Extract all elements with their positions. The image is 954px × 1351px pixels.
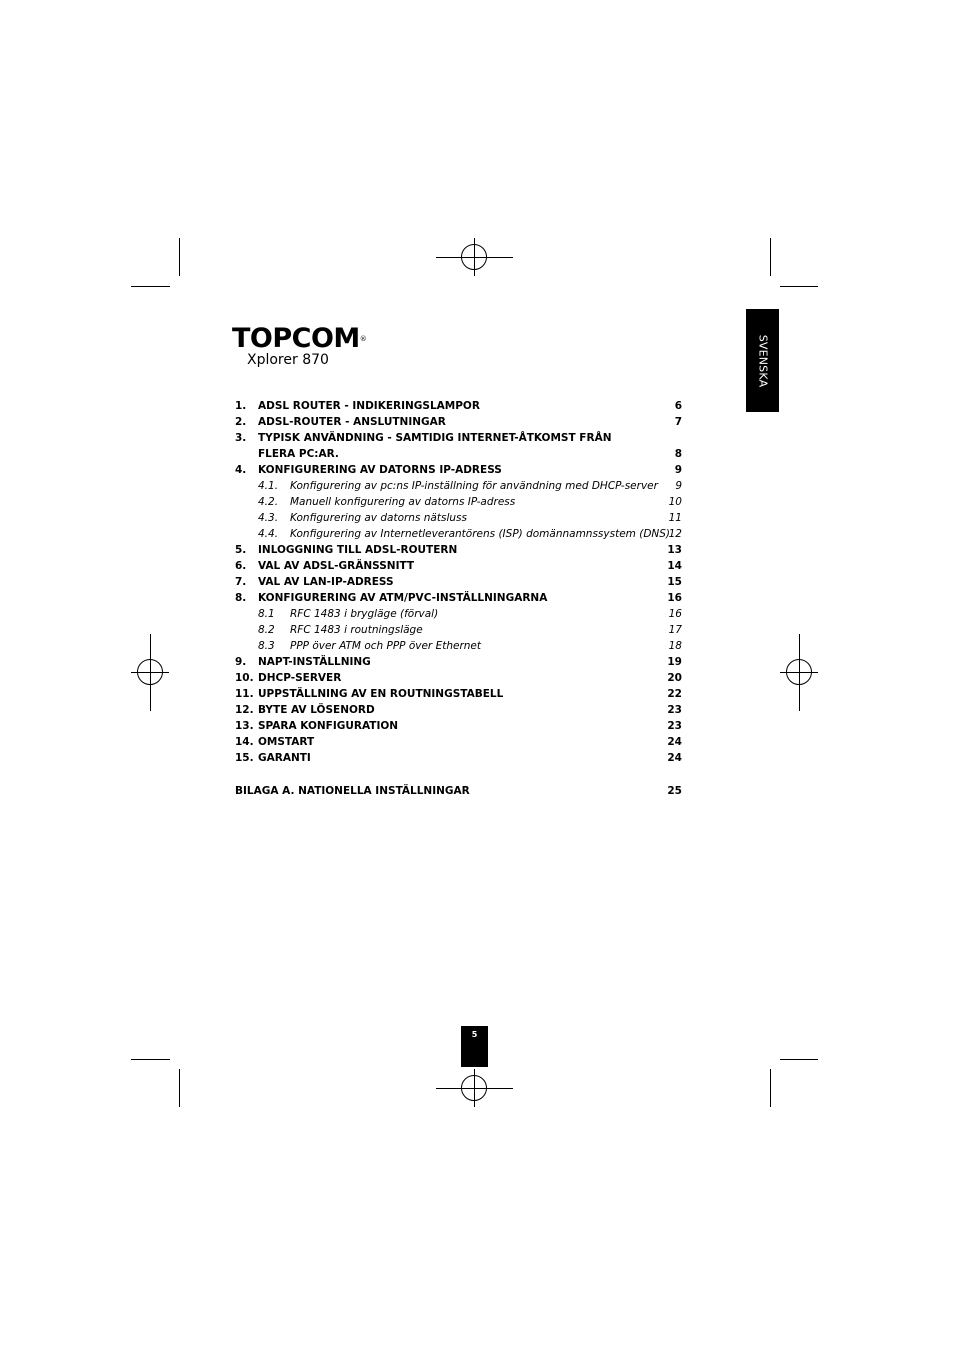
toc-entry: [235, 398, 682, 414]
registration-circle-icon: [461, 244, 487, 270]
toc-entry-page: 24: [667, 752, 682, 764]
toc-appendix-title: BILAGA A. NATIONELLA INSTÄLLNINGAR: [235, 785, 470, 797]
registration-circle-icon: [786, 659, 812, 685]
toc-entry-page: 13: [667, 544, 682, 556]
toc-entry-page: 16: [668, 608, 682, 620]
crop-mark: [179, 238, 180, 276]
toc-entry-page: 9: [675, 480, 682, 492]
toc-entry-title: INLOGGNING TILL ADSL-ROUTERN: [258, 544, 458, 556]
crop-mark: [780, 286, 818, 287]
toc-entry-number: 4.: [235, 464, 247, 476]
toc-entry-number: 7.: [235, 576, 247, 588]
topcom-logo: [232, 324, 366, 354]
toc-entry: [235, 542, 682, 558]
crop-mark: [770, 1069, 771, 1107]
toc-entry-number: 4.3.: [258, 512, 279, 524]
toc-entry-page: 24: [667, 736, 682, 748]
page-number-tab: [461, 1026, 488, 1067]
toc-entry-page: 11: [668, 512, 682, 524]
toc-entry-number: 13.: [235, 720, 254, 732]
toc-entry-page: 15: [667, 576, 682, 588]
toc-entry: [235, 526, 682, 542]
toc-entry: [235, 686, 682, 702]
toc-entry: [235, 590, 682, 606]
toc-entry-title: RFC 1483 i routningsläge: [290, 624, 423, 636]
toc-entry-title: BYTE AV LÖSENORD: [258, 704, 375, 716]
toc-entry-title: DHCP-SERVER: [258, 672, 342, 684]
language-tab: [746, 309, 779, 412]
crop-mark: [780, 1059, 818, 1060]
toc-entry-page: 8: [674, 448, 682, 460]
toc-entry-page: 10: [668, 496, 682, 508]
toc-entry-number: 12.: [235, 704, 254, 716]
toc-entry-page: 23: [667, 720, 682, 732]
toc-entry-number: 4.4.: [258, 528, 279, 540]
toc-entry-page: 20: [667, 672, 682, 684]
toc-entry-page: 14: [667, 560, 682, 572]
toc-entry-page: 17: [668, 624, 682, 636]
toc-entry-page: 19: [667, 656, 682, 668]
crop-mark: [131, 1059, 170, 1060]
toc-entry-title: Konfigurering av datorns nätsluss: [290, 512, 467, 524]
toc-entry: [235, 558, 682, 574]
toc-entry-page: 16: [667, 592, 682, 604]
crop-mark: [131, 286, 170, 287]
toc-entry-title: VAL AV LAN-IP-ADRESS: [258, 576, 394, 588]
toc-entry-number: 8.1: [258, 608, 275, 620]
toc-entry: [235, 446, 682, 462]
toc-entry-number: 8.3: [258, 640, 275, 652]
toc-entry-title: GARANTI: [258, 752, 311, 764]
toc-entry-number: 1.: [235, 400, 247, 412]
toc-entry-number: 8.2: [258, 624, 275, 636]
toc-entry-number: 9.: [235, 656, 247, 668]
toc-entry-title: ADSL-ROUTER - ANSLUTNINGAR: [258, 416, 446, 428]
toc-entry: [235, 654, 682, 670]
toc-entry-number: 11.: [235, 688, 254, 700]
toc-entry-title: UPPSTÄLLNING AV EN ROUTNINGSTABELL: [258, 688, 504, 700]
toc-entry-number: 8.: [235, 592, 247, 604]
language-label: SVENSKA: [756, 334, 769, 387]
toc-entry: [235, 478, 682, 494]
toc-entry-number: 2.: [235, 416, 247, 428]
toc-entry: [235, 494, 682, 510]
logo-text: TOPCOM: [232, 323, 360, 354]
toc-entry: [235, 638, 682, 654]
toc-entry-title: ADSL ROUTER - INDIKERINGSLAMPOR: [258, 400, 480, 412]
page-number: 5: [471, 1030, 478, 1039]
registered-mark: ®: [359, 335, 367, 343]
toc-entry-page: 9: [674, 464, 682, 476]
toc-entry: [235, 622, 682, 638]
toc-entry-title: VAL AV ADSL-GRÄNSSNITT: [258, 560, 415, 572]
crop-mark: [770, 238, 771, 276]
registration-circle-icon: [137, 659, 163, 685]
toc-entry: [235, 510, 682, 526]
toc-entry-number: 10.: [235, 672, 254, 684]
toc-entry: [235, 462, 682, 478]
toc-entry-title: KONFIGURERING AV DATORNS IP-ADRESS: [258, 464, 502, 476]
toc-entry-page: 7: [674, 416, 682, 428]
toc-entry-title: TYPISK ANVÄNDNING - SAMTIDIG INTERNET-ÅTKOMST FRÅN: [258, 432, 612, 444]
toc-entry-title: NAPT-INSTÄLLNING: [258, 656, 371, 668]
registration-circle-icon: [461, 1075, 487, 1101]
toc-appendix-entry: [235, 783, 682, 799]
toc-entry-title: PPP över ATM och PPP över Ethernet: [290, 640, 482, 652]
toc-entry: [235, 702, 682, 718]
toc-entry-number: 5.: [235, 544, 247, 556]
toc-entry-number: 6.: [235, 560, 247, 572]
toc-entry-title: SPARA KONFIGURATION: [258, 720, 399, 732]
toc-entry-number: 14.: [235, 736, 254, 748]
toc-entry-number: 4.1.: [258, 480, 279, 492]
table-of-contents: [235, 398, 682, 799]
toc-entry-number: 3.: [235, 432, 247, 444]
toc-entry: [235, 574, 682, 590]
toc-entry-title: KONFIGURERING AV ATM/PVC-INSTÄLLNINGARNA: [258, 592, 548, 604]
crop-mark: [179, 1069, 180, 1107]
toc-entry-page: 12: [668, 528, 682, 540]
toc-entry: [235, 734, 682, 750]
toc-entry: [235, 670, 682, 686]
toc-entry: [235, 414, 682, 430]
toc-entry-page: 23: [667, 704, 682, 716]
toc-appendix-page: 25: [667, 785, 682, 797]
toc-entry-page: 18: [668, 640, 682, 652]
toc-entry-title: OMSTART: [258, 736, 315, 748]
toc-entry: [235, 430, 682, 446]
toc-entry: [235, 750, 682, 766]
toc-entry-page: 6: [674, 400, 682, 412]
model-name: Xplorer 870: [247, 352, 329, 368]
toc-spacer: [235, 766, 682, 783]
toc-entry: [235, 718, 682, 734]
toc-entry-title: FLERA PC:AR.: [258, 448, 339, 460]
toc-entry-number: 4.2.: [258, 496, 279, 508]
toc-entry-title: Manuell konfigurering av datorns IP-adress: [290, 496, 516, 508]
toc-entry-title: Konfigurering av Internetleverantörens (ISP) domännamnssystem (DNS): [290, 528, 671, 540]
toc-entry-page: 22: [667, 688, 682, 700]
toc-entry-title: RFC 1483 i brygläge (förval): [290, 608, 439, 620]
toc-entry-number: 15.: [235, 752, 254, 764]
toc-entry-title: Konfigurering av pc:ns IP-inställning för användning med DHCP-server: [290, 480, 658, 492]
toc-entry: [235, 606, 682, 622]
